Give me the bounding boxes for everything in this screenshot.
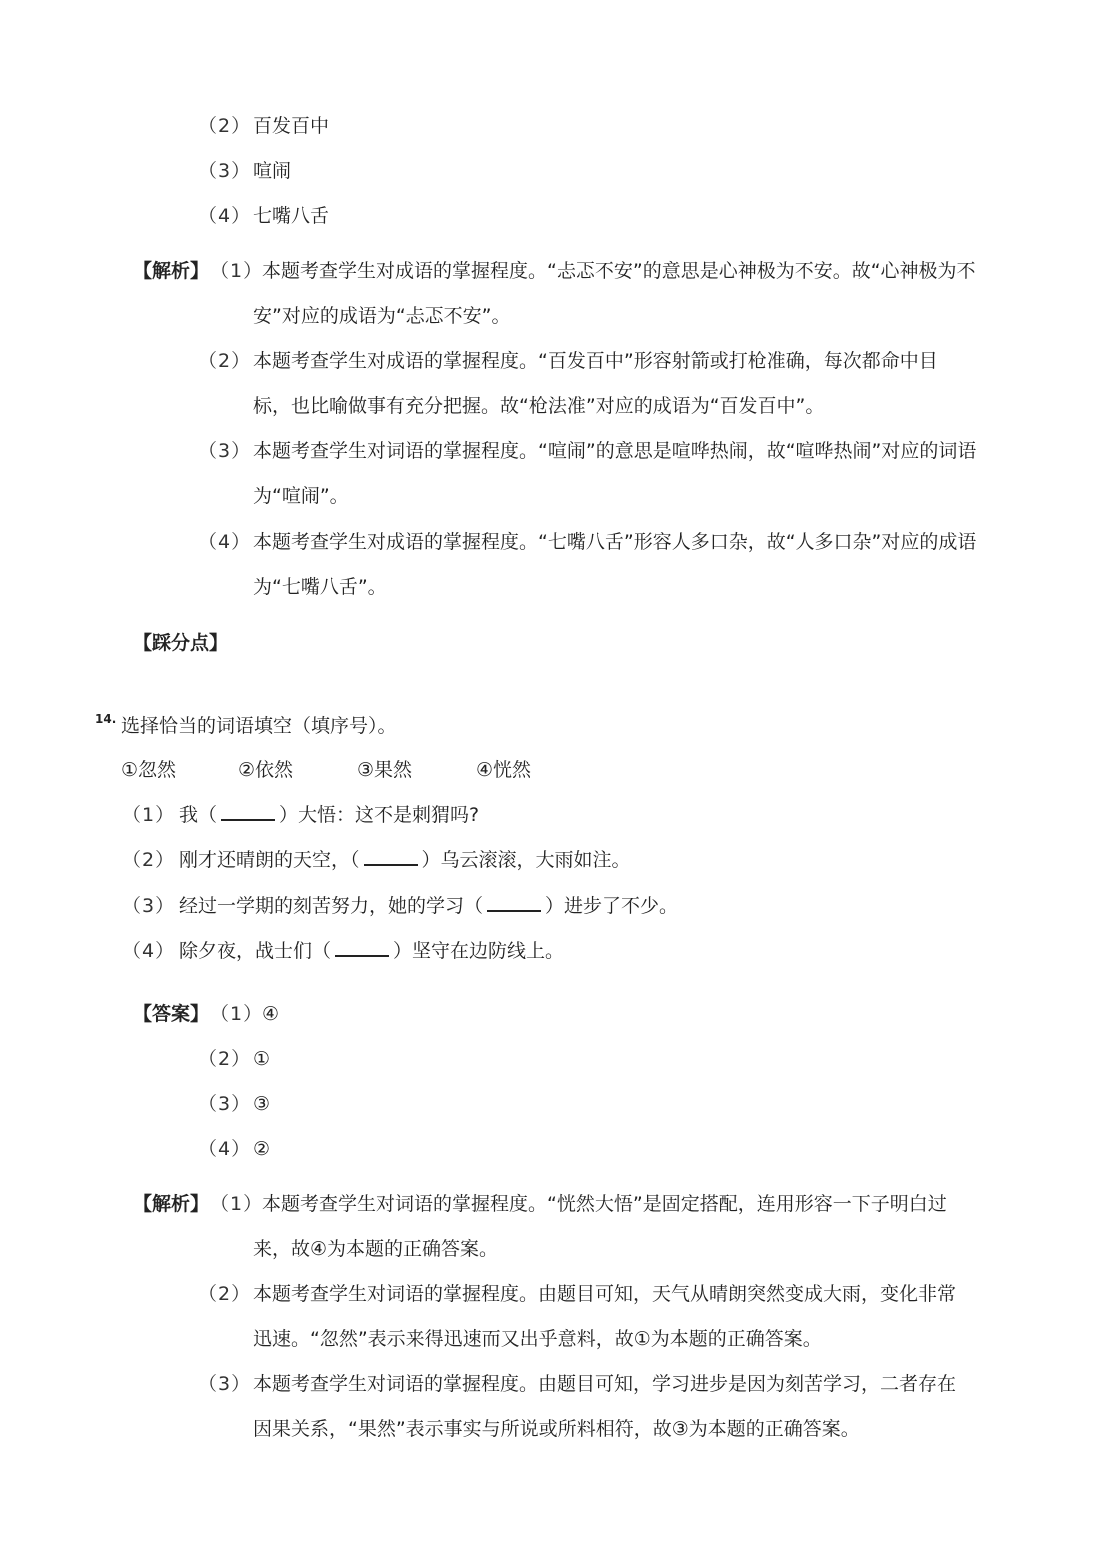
item-text-after: ）大悟：这不是刺猬吗? [279,804,480,826]
answer-number: （1） [210,1003,264,1025]
answer-label: 【答案】 [133,1003,210,1025]
option-1: ①忽然 [121,759,177,781]
question-number: 14. [95,712,117,726]
fill-blank [364,848,418,866]
item-text-after: ）坚守在边防线上。 [393,940,565,962]
answer-number: （3） [198,160,252,182]
analysis-text: 本题考查学生对成语的掌握程度。“百发百中”形容射箭或打枪准确，每次都命中目 [253,350,938,372]
analysis-text: 因果关系，“果然”表示事实与所说或所料相符，故③为本题的正确答案。 [253,1418,860,1440]
answer-number: （4） [198,1138,252,1160]
item-text-after: ）乌云滚滚，大雨如注。 [421,849,631,871]
analysis-number: （2） [198,1283,252,1305]
analysis-label: 【解析】 [133,260,210,282]
item-text-before: 经过一学期的刻苦努力，她的学习（ [179,895,484,917]
analysis-number: （3） [198,440,252,462]
analysis-text: 迅速。“忽然”表示来得迅速而又出乎意料，故①为本题的正确答案。 [253,1328,822,1350]
analysis-text: 本题考查学生对成语的掌握程度。“七嘴八舌”形容人多口杂，故“人多口杂”对应的成语 [253,531,977,553]
fill-item [179,803,479,827]
answer-text: ③ [253,1093,271,1115]
answer-number: （3） [198,1093,252,1115]
analysis-text: 本题考查学生对成语的掌握程度。“忐忑不安”的意思是心神极为不安。故“心神极为不 [262,260,976,282]
answer-number: （2） [198,115,252,137]
analysis-text: 本题考查学生对词语的掌握程度。由题目可知，天气从晴朗突然变成大雨，变化非常 [253,1283,957,1305]
analysis-text: 本题考查学生对词语的掌握程度。由题目可知，学习进步是因为刻苦学习，二者存在 [253,1373,957,1395]
fill-blank [487,894,541,912]
question-stem: 选择恰当的词语填空（填序号）。 [121,715,397,737]
item-text-before: 刚才还晴朗的天空，（ [179,849,360,871]
item-number: （3） [122,895,176,917]
fill-item [179,848,631,872]
analysis-text: 标，也比喻做事有充分把握。故“枪法准”对应的成语为“百发百中”。 [253,395,825,417]
item-text-after: ）进步了不少。 [545,895,679,917]
item-text-before: 除夕夜，战士们（ [179,940,332,962]
score-point-label: 【踩分点】 [133,632,229,654]
analysis-text: 为“喧闹”。 [253,485,349,507]
analysis-text: 本题考查学生对词语的掌握程度。“恍然大悟”是固定搭配，连用形容一下子明白过 [262,1193,947,1215]
answer-text: 七嘴八舌 [253,205,330,227]
fill-item [179,894,678,918]
item-number: （2） [122,849,176,871]
analysis-text: 为“七嘴八舌”。 [253,576,387,598]
analysis-text: 安”对应的成语为“忐忑不安”。 [253,305,511,327]
analysis-number: （4） [198,531,252,553]
answer-text: ① [253,1048,271,1070]
option-3: ③果然 [357,759,413,781]
analysis-text: 来，故④为本题的正确答案。 [253,1238,499,1260]
analysis-number: （2） [198,350,252,372]
answer-text: 百发百中 [253,115,330,137]
analysis-label: 【解析】 [133,1193,210,1215]
item-text-before: 我（ [179,804,218,826]
answer-text: 喧闹 [253,160,292,182]
analysis-number: （3） [198,1373,252,1395]
answer-number: （2） [198,1048,252,1070]
item-number: （1） [122,804,176,826]
answer-number: （4） [198,205,252,227]
analysis-number: （1） [210,1193,264,1215]
answer-text: ② [253,1138,271,1160]
answer-text: ④ [262,1003,280,1025]
item-number: （4） [122,940,176,962]
fill-blank [335,939,389,957]
analysis-text: 本题考查学生对词语的掌握程度。“喧闹”的意思是喧哗热闹，故“喧哗热闹”对应的词语 [253,440,977,462]
fill-item [179,939,564,963]
option-2: ②依然 [238,759,294,781]
fill-blank [221,803,275,821]
analysis-number: （1） [210,260,264,282]
option-4: ④恍然 [476,759,532,781]
